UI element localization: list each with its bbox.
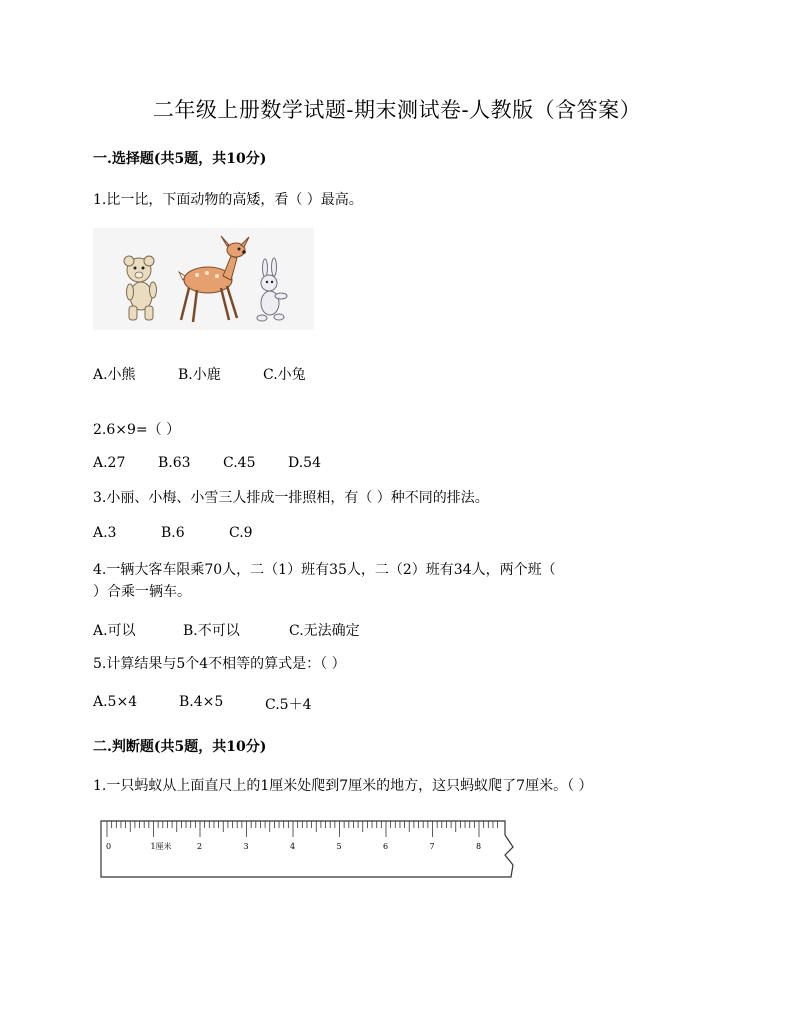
ruler <box>99 817 519 885</box>
option-b[interactable]: B.小鹿 <box>178 367 221 383</box>
option-c[interactable]: C.9 <box>229 525 253 541</box>
option-c[interactable]: C.5＋4 <box>265 697 312 713</box>
animals-picture <box>93 228 314 330</box>
option-d[interactable]: D.54 <box>288 455 321 471</box>
section-heading-choice: 一.选择题(共5题，共10分) <box>93 151 267 167</box>
option-a[interactable]: A.小熊 <box>93 367 136 383</box>
options-q1 <box>93 364 306 384</box>
page-title: 二年级上册数学试题-期末测试卷-人教版（含答案） <box>152 98 642 122</box>
ruler-label: 7 <box>429 842 435 851</box>
option-b[interactable]: B.63 <box>158 455 191 471</box>
question-1: 1.比一比，下面动物的高矮，看（ ）最高。 <box>93 192 363 208</box>
option-a[interactable]: A.3 <box>93 525 117 541</box>
bear-icon <box>124 256 157 320</box>
rabbit-icon <box>257 258 287 321</box>
question-2: 2.6×9=（ ） <box>93 422 181 438</box>
option-c[interactable]: C.无法确定 <box>289 623 360 639</box>
ruler-label: 8 <box>476 842 482 851</box>
option-b[interactable]: B.不可以 <box>183 623 240 639</box>
judge-question-1: 1.一只蚂蚁从上面直尺上的1厘米处爬到7厘米的地方，这只蚂蚁爬了7厘米。（ ） <box>93 778 593 794</box>
option-a[interactable]: A.27 <box>93 455 126 471</box>
ruler-drawing <box>99 817 519 881</box>
ruler-label: 0 <box>106 842 112 851</box>
question-3: 3.小丽、小梅、小雪三人排成一排照相，有（ ）种不同的排法。 <box>93 490 489 506</box>
question-4-line-1: 4.一辆大客车限乘70人，二（1）班有35人，二（2）班有34人，两个班（ <box>93 562 556 578</box>
animals-illustration <box>93 228 314 330</box>
option-b[interactable]: B.6 <box>161 525 185 541</box>
ruler-label: 2 <box>197 842 203 851</box>
question-5: 5.计算结果与5个4不相等的算式是：（ ） <box>93 656 346 672</box>
option-a[interactable]: A.5×4 <box>93 694 138 710</box>
section-heading-judge: 二.判断题(共5题，共10分) <box>93 739 267 755</box>
options-q5 <box>93 694 311 714</box>
deer-icon <box>179 236 249 322</box>
options-q3 <box>93 525 253 541</box>
option-a[interactable]: A.可以 <box>93 623 136 639</box>
option-c[interactable]: C.45 <box>223 455 256 471</box>
ruler-label: 5 <box>336 842 342 851</box>
ruler-label: 1厘米 <box>150 842 172 851</box>
ruler-label: 3 <box>243 842 249 851</box>
options-q4 <box>93 620 360 640</box>
option-b[interactable]: B.4×5 <box>179 694 224 710</box>
ruler-label: 4 <box>290 842 296 851</box>
ruler-label: 6 <box>383 842 389 851</box>
option-c[interactable]: C.小兔 <box>263 367 306 383</box>
options-q2 <box>93 455 321 471</box>
question-4-line-2: ）合乘一辆车。 <box>93 584 191 600</box>
